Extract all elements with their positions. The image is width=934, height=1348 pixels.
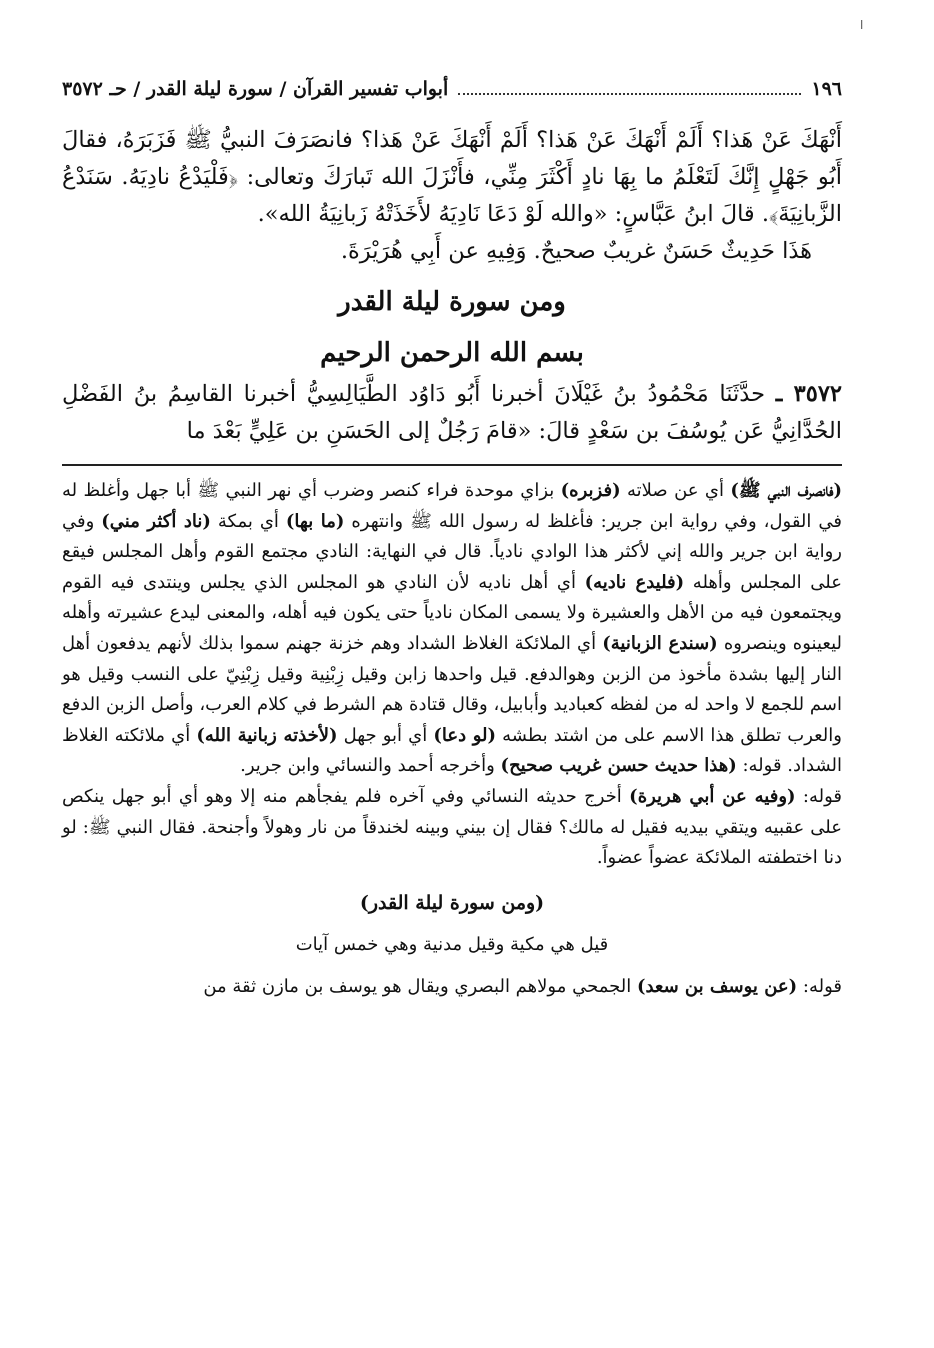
note-text: أي ملائكته الغلاظ الشداد. قوله: [62,724,842,777]
lemma: (هذا حديث حسن غريب صحيح) [500,755,737,777]
commentary-para-1 [62,476,842,782]
note-text: وفي رواية ابن جرير والله إني لأكثر هذا الوادي نادياً. قال في النهاية: النادي مجتمع القوم وأهل المجلس فيقع على المجلس وأهله [62,510,842,593]
note-text: أي بمكة [210,510,286,532]
page-header [62,78,842,110]
note-text: الجمحي مولاهم البصري ويقال هو يوسف بن مازن ثقة من [203,975,637,997]
hadith-3572 [62,376,842,450]
header-dotted-leader [458,79,801,95]
note-text: أي الملائكة الغلاظ الشداد وهم خزنة جهنم سموا بذلك لأنهم يدفعون أهل النار إليها بشدة مأخوذ من الزبن وهوالدفع. قيل واحدها زابن وقيل زِبْنِية وقيل زِبْنِيّ على النسب وقيل هو اسم للجمع لا واحد له من لفظه كعباديد وأبابيل، وقال قتادة هم الشرط في كلام العرب، وأصل الزبن الدفع والعرب تطلق هذا الاسم على من اشتد بطشه [62,632,842,746]
running-title: أبواب تفسير القرآن / سورة ليلة القدر / حـ ٣٥٧٢ [62,78,449,100]
lemma: (ناد أكثر مني) [101,510,211,532]
note-text: أخرج حديثه النسائي وفي آخره فلم يفجأهم منه إلا وهو أي أبو جهل ينكص على عقبيه ويتقي بيديه فقيل له مالك؟ فقال إن بيني وبينه لخندقاً من نار وهولاً وأجنحة. فقال النبي ﷺ: لو دنا اختطفته الملائكة عضواً عضواً. [62,785,842,869]
commentary-para-3 [62,972,842,1003]
corner-mark: ا [860,18,864,32]
hadith-text: حدَّثَنَا مَحْمُودُ بنُ غَيْلَانَ أخبرنا أَبُو دَاوُد الطَّيَالِسِيُّ أخبرنا القاسِمُ بنُ الفَضْلِ الحُدَّانِيُّ عَن يُوسُفَ بن سَعْدٍ قالَ: «قامَ رَجُلٌ إلى الحَسَنِ بن عَلِيٍّ بَعْدَ ما [62,381,842,444]
book-page [62,78,842,1318]
note-text: قوله: [795,785,843,807]
note-text: وأخرجه أحمد والنسائي وابن جرير. [240,755,501,777]
note-text: قوله: [797,975,842,997]
hadith-continuation: أَنْهَكَ عَنْ هَذا؟ أَلَمْ أَنْهَكَ عَنْ هَذا؟ أَلَمْ أَنْهَكَ عَنْ هَذا؟ فانصَرَفَ النبيُّ ﷺ فَزَبَرَهُ، فقالَ أَبُو جَهْلٍ إِنَّكَ لَتَعْلَمُ ما بِهَا نادٍ أَكْثَرَ مِنِّي، فأَنْزَلَ الله تَبارَكَ وتعالى: ﴿فَلْيَدْعُ نادِيَهُ. سَنَدْعُ الزَّبانِيَةَ﴾. قالَ ابنُ عَبَّاسٍ: «والله لَوْ دَعَا نَادِيَهُ لأَخَذَتْهُ زَبانِيَةُ الله». [62,127,842,227]
commentary-sura-title: (ومن سورة ليلة القدر) [359,891,545,914]
note-text: أي أهل ناديه لأن النادي هو المجلس الذي يجلس وينتدى فيه القوم ويجتمعون فيه من الأهل والعشيرة ولا يسمى المكان نادياً حتى يكون فيه أهله، والمعنى ليدع عشيرته وأهله ليعينوه وينصروه [62,571,842,654]
hadith-number: ٣٥٧٢ ـ [775,381,842,407]
lemma: (سندع الزبانية) [602,632,718,654]
lemma: (فانصرف النبي ﷺ) [730,480,842,501]
commentary-sura-info: قيل هي مكية وقيل مدنية وهي خمس آيات [295,933,609,955]
sura-title: ومن سورة ليلة القدر [338,287,566,317]
note-text: أي عن صلاته [620,480,731,501]
lemma: (عن يوسف بن سعد) [636,975,798,997]
main-text [62,122,842,450]
hadith-grading: هَذَا حَدِيثٌ حَسَنٌ غريبٌ صحيحٌ. وَفِيهِ عن أَبِي هُرَيْرَةَ. [340,238,812,264]
page-number: ١٩٦ [811,78,842,100]
lemma: (لأخذته زبانية الله) [196,724,338,746]
note-text: بزاي موحدة فراء كنصر وضرب أي نهر النبي ﷺ أبا جهل وأغلظ له في القول، وفي رواية ابن جرير: فأغلظ له رسول الله ﷺ وانتهره [62,480,842,532]
footnote-separator [62,464,842,466]
note-text: أي أبو جهل [337,724,434,746]
basmala: بسم الله الرحمن الرحيم [320,338,584,368]
commentary [62,476,842,1002]
lemma: (فزبره) [560,480,621,501]
lemma: (وفيه عن أبي هريرة) [629,785,796,807]
lemma: (لو دعا) [433,724,497,746]
lemma: (فليدع ناديه) [584,571,685,593]
commentary-para-2 [62,782,842,874]
lemma: (ما بها) [285,510,345,532]
